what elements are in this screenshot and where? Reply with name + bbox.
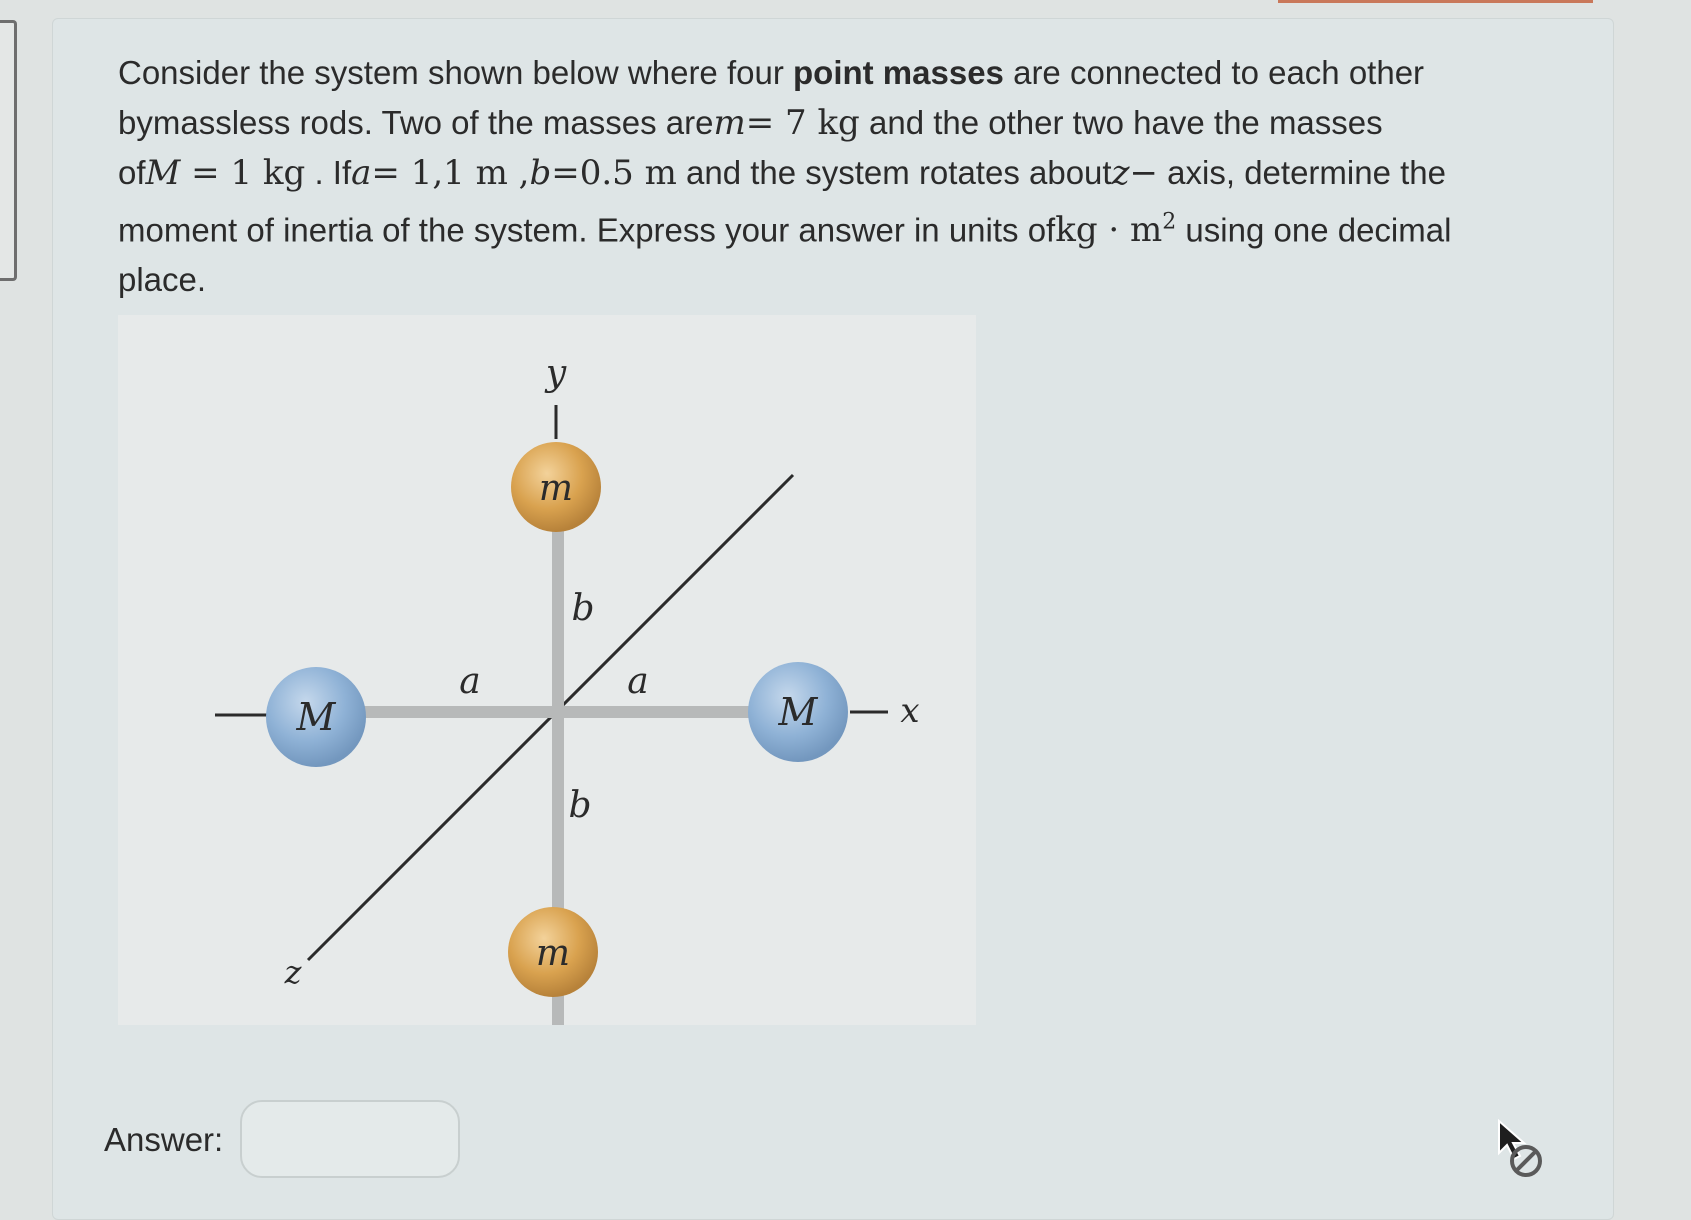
side-panel-tab[interactable] [0,20,17,281]
x-axis-label: x [900,691,920,731]
math-z: z− [1111,153,1159,193]
mass-top-label: m [538,468,574,509]
no-entry-cursor-icon [1496,1119,1552,1184]
distance-b-top: b [571,588,595,629]
top-accent-rule [1278,0,1593,3]
y-axis-label: y [545,353,567,394]
answer-input[interactable] [240,1100,460,1178]
mass-left-label: M [296,695,336,739]
math-a: a= 1,1 m ,b=0.5 m [351,153,677,193]
distance-b-bottom: b [568,785,592,826]
distance-a-right: a [627,661,649,702]
emphasis-point-masses: point masses [793,54,1004,91]
mass-system-diagram [118,315,976,1025]
question-line-4: moment of inertia of the system. Express your answer in units ofkg · $m^2$ using one decimal [118,210,1452,251]
mass-bottom-label: m [535,933,571,974]
math-m: m= 7 kg [713,103,860,143]
math-unit: kg · $m^2$ [1055,210,1177,251]
question-line-3: ofM = 1 kg . Ifa= 1,1 m ,b=0.5 m and the system rotates aboutz− axis, determine the [118,153,1446,193]
question-text [118,48,1518,305]
question-line-5: place. [118,261,207,299]
math-M: M = 1 kg [145,153,306,193]
horizontal-rod [363,706,803,718]
distance-a-left: a [459,661,481,702]
answer-label: Answer: [104,1121,224,1158]
mass-right-label: M [778,690,818,734]
z-axis-label: z [284,953,302,991]
question-line-2: bymassless rods. Two of the masses arem= 7 kg and the other two have the masses [118,103,1383,143]
question-line-1: Consider the system shown below where four point masses are connected to each other [118,54,1425,91]
mass-system-figure [118,315,976,1025]
